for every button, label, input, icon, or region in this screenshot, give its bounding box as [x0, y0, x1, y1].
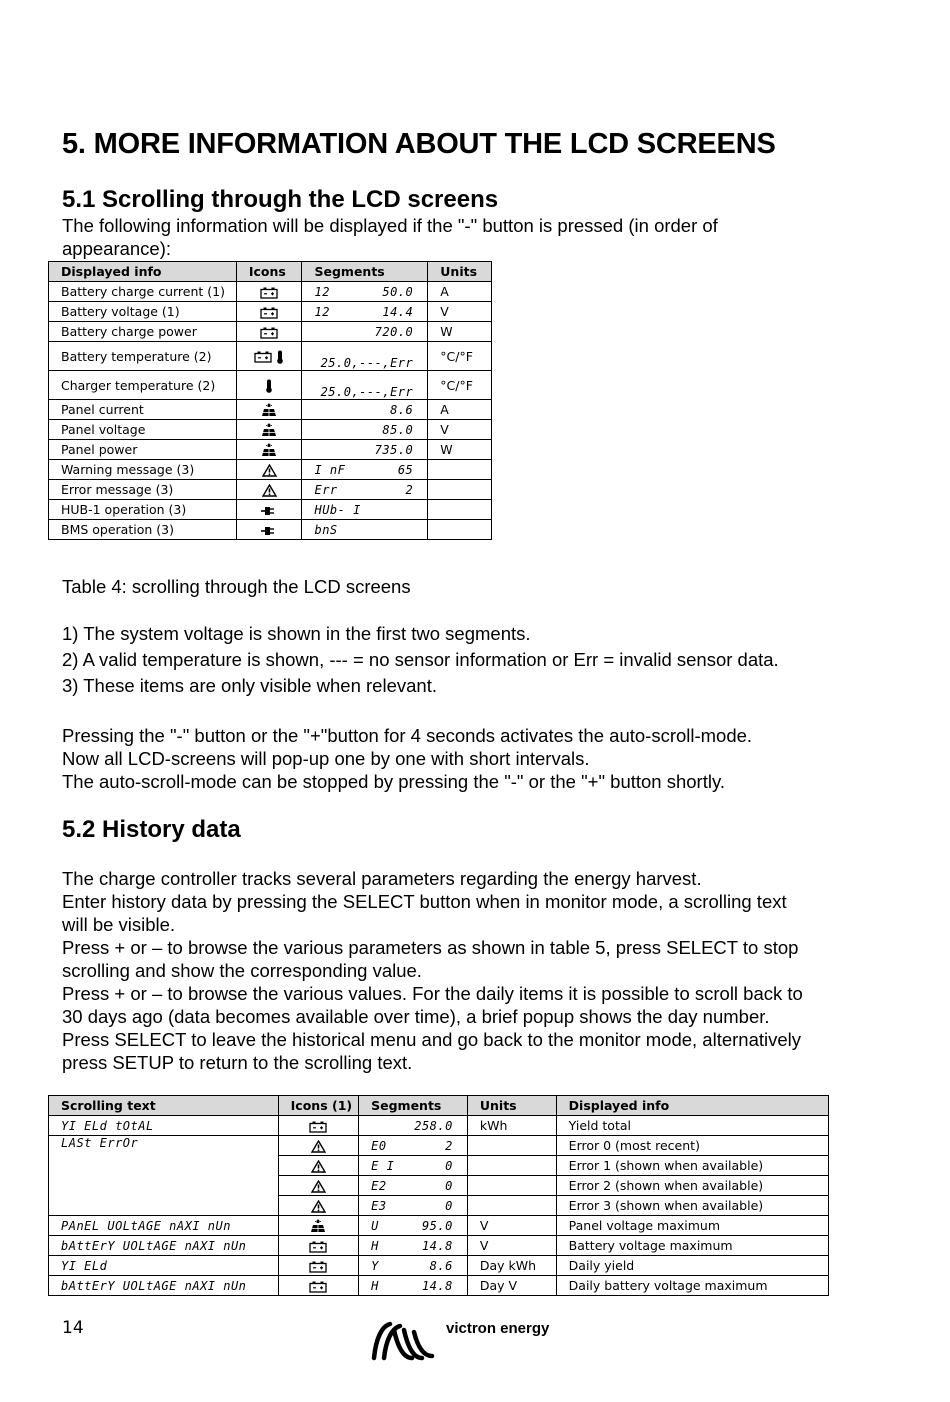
table-row — [49, 460, 492, 480]
paragraph-line: Press + or – to browse the various values. For the daily items it is possible to scroll back to — [62, 983, 803, 1004]
scrolling-text-cell: YI ELd — [49, 1256, 279, 1276]
segment-left: E I — [371, 1158, 395, 1173]
icons-cell — [278, 1276, 358, 1296]
segments-cell — [359, 1176, 468, 1196]
segments-cell — [359, 1116, 468, 1136]
segment-left: H — [371, 1278, 379, 1293]
battery-icon — [309, 1258, 327, 1273]
segment-right: 25.0,---,Err — [320, 356, 414, 370]
segment-right: 2 — [405, 482, 414, 497]
displayed-info-cell: Daily battery voltage maximum — [556, 1276, 828, 1296]
victron-logo — [368, 1318, 568, 1366]
scrolling-text-cell: LASt ErrOr — [49, 1136, 279, 1216]
icons-cell — [236, 500, 302, 520]
paragraph-line: Press + or – to browse the various parameters as shown in table 5, press SELECT to stop — [62, 937, 799, 958]
battery-icon — [309, 1118, 327, 1133]
segments-cell — [359, 1256, 468, 1276]
table-header-row — [49, 1096, 829, 1116]
segments-cell — [302, 282, 428, 302]
segments-cell — [359, 1236, 468, 1256]
segment-right: 0 — [445, 1158, 453, 1173]
solar-panel-icon — [261, 422, 277, 437]
units-cell: V — [467, 1216, 556, 1236]
segments-cell — [302, 480, 428, 500]
plug-icon — [260, 502, 278, 517]
segment-left: 12 — [314, 284, 330, 299]
displayed-info-cell: Error message (3) — [49, 480, 237, 500]
table-row — [49, 322, 492, 342]
segment-left: bnS — [314, 522, 338, 537]
displayed-info-cell: Panel power — [49, 440, 237, 460]
warning-icon — [311, 1158, 326, 1173]
displayed-info-cell: Battery voltage (1) — [49, 302, 237, 322]
segment-left: H — [371, 1238, 379, 1253]
note-item: 2) A valid temperature is shown, --- = no sensor information or Err = invalid sensor data. — [62, 649, 779, 670]
displayed-info-cell: Panel voltage — [49, 420, 237, 440]
section-intro — [62, 214, 718, 260]
table-header-row — [49, 262, 492, 282]
icons-cell — [236, 440, 302, 460]
icons-cell — [236, 520, 302, 540]
table-caption: Table 4: scrolling through the LCD screens — [62, 576, 411, 597]
column-header: Icons — [236, 262, 302, 282]
segment-left: HUb- I — [314, 502, 361, 517]
segments-cell — [302, 500, 428, 520]
paragraph-line: 30 days ago (data becomes available over time), a brief popup shows the day number. — [62, 1006, 770, 1027]
segments-cell — [302, 440, 428, 460]
displayed-info-cell: Error 0 (most recent) — [556, 1136, 828, 1156]
displayed-info-cell: Error 3 (shown when available) — [556, 1196, 828, 1216]
table-row — [49, 500, 492, 520]
battery-icon — [260, 304, 278, 319]
segments-cell — [359, 1216, 468, 1236]
paragraph-line: will be visible. — [62, 914, 176, 935]
segments-cell — [302, 342, 428, 371]
displayed-info-cell: Battery voltage maximum — [556, 1236, 828, 1256]
column-header: Segments — [359, 1096, 468, 1116]
victron-logo-icon — [368, 1318, 440, 1364]
brand-name: victron energy — [446, 1320, 550, 1337]
icons-cell — [278, 1156, 358, 1176]
history-paragraph — [62, 867, 803, 1074]
segment-left: E2 — [371, 1178, 387, 1193]
icons-cell — [278, 1136, 358, 1156]
segments-cell — [302, 371, 428, 400]
units-cell: kWh — [467, 1116, 556, 1136]
battery-icon — [309, 1278, 327, 1293]
segment-right: 8.6 — [390, 402, 414, 417]
segment-right: 8.6 — [429, 1258, 453, 1273]
units-cell — [467, 1196, 556, 1216]
warning-icon — [262, 462, 277, 477]
solar-panel-icon — [261, 442, 277, 457]
segment-right: 14.8 — [421, 1238, 453, 1253]
segment-right: 25.0,---,Err — [320, 385, 414, 399]
segment-right: 258.0 — [414, 1118, 453, 1133]
scrolling-text-cell: bAttErY UOLtAGE nAXI nUn — [49, 1276, 279, 1296]
units-cell — [428, 460, 492, 480]
displayed-info-cell: Panel voltage maximum — [556, 1216, 828, 1236]
units-cell: Day V — [467, 1276, 556, 1296]
units-cell: °C/°F — [428, 342, 492, 371]
segment-right: 0 — [445, 1178, 453, 1193]
segment-right: 14.4 — [382, 304, 414, 319]
segment-right: 14.8 — [421, 1278, 453, 1293]
units-cell — [467, 1176, 556, 1196]
battery-icon — [254, 348, 272, 363]
paragraph-line: The auto-scroll-mode can be stopped by pressing the "-" or the "+" button shortly. — [62, 771, 725, 792]
paragraph-line: Enter history data by pressing the SELECT button when in monitor mode, a scrolling text — [62, 891, 787, 912]
segments-cell — [302, 520, 428, 540]
table-row — [49, 1236, 829, 1256]
paragraph-line: Pressing the "-" button or the "+"button for 4 seconds activates the auto-scroll-mode. — [62, 725, 753, 746]
column-header: Displayed info — [49, 262, 237, 282]
table-row — [49, 1256, 829, 1276]
segment-left: I nF — [314, 462, 346, 477]
solar-panel-icon — [310, 1218, 326, 1233]
table-row — [49, 342, 492, 371]
scrolling-text-cell: PAnEL UOLtAGE nAXI nUn — [49, 1216, 279, 1236]
segments-cell — [359, 1196, 468, 1216]
table-row — [49, 1116, 829, 1136]
units-cell — [467, 1156, 556, 1176]
table-row — [49, 302, 492, 322]
icons-cell — [236, 400, 302, 420]
units-cell: Day kWh — [467, 1256, 556, 1276]
segments-cell — [302, 400, 428, 420]
icons-cell — [278, 1196, 358, 1216]
column-header: Scrolling text — [49, 1096, 279, 1116]
autoscroll-paragraph — [62, 724, 752, 793]
scrolling-text-cell: YI ELd tOtAL — [49, 1116, 279, 1136]
table-row — [49, 520, 492, 540]
units-cell — [428, 520, 492, 540]
column-header: Icons (1) — [278, 1096, 358, 1116]
displayed-info-cell: Daily yield — [556, 1256, 828, 1276]
displayed-info-cell: Error 2 (shown when available) — [556, 1176, 828, 1196]
displayed-info-cell: Panel current — [49, 400, 237, 420]
units-cell: V — [467, 1236, 556, 1256]
warning-icon — [311, 1138, 326, 1153]
icons-cell — [278, 1216, 358, 1236]
segments-cell — [302, 322, 428, 342]
warning-icon — [262, 482, 277, 497]
units-cell — [428, 500, 492, 520]
paragraph-line: The charge controller tracks several parameters regarding the energy harvest. — [62, 868, 702, 889]
column-header: Units — [428, 262, 492, 282]
segments-cell — [359, 1136, 468, 1156]
units-cell: A — [428, 282, 492, 302]
notes — [62, 621, 779, 699]
icons-cell — [278, 1256, 358, 1276]
segments-cell — [359, 1156, 468, 1176]
paragraph-line: press SETUP to return to the scrolling text. — [62, 1052, 413, 1073]
displayed-info-cell: Warning message (3) — [49, 460, 237, 480]
units-cell: V — [428, 420, 492, 440]
segments-cell — [302, 460, 428, 480]
segment-left: 12 — [314, 304, 330, 319]
segment-left: E3 — [371, 1198, 387, 1213]
warning-icon — [311, 1198, 326, 1213]
icons-cell — [236, 371, 302, 400]
segment-right: 2 — [445, 1138, 453, 1153]
units-cell — [428, 480, 492, 500]
segment-right: 95.0 — [421, 1218, 453, 1233]
page-title: 5. MORE INFORMATION ABOUT THE LCD SCREENS — [62, 128, 776, 160]
column-header: Segments — [302, 262, 428, 282]
units-cell: A — [428, 400, 492, 420]
battery-icon — [260, 284, 278, 299]
table-row — [49, 282, 492, 302]
icons-cell — [236, 342, 302, 371]
icons-cell — [278, 1176, 358, 1196]
units-cell: °C/°F — [428, 371, 492, 400]
displayed-info-cell: Charger temperature (2) — [49, 371, 237, 400]
table-row — [49, 400, 492, 420]
icons-cell — [278, 1116, 358, 1136]
table-row — [49, 1216, 829, 1236]
warning-icon — [311, 1178, 326, 1193]
section-title-scrolling: 5.1 Scrolling through the LCD screens — [62, 186, 499, 213]
segment-left: Err — [314, 482, 338, 497]
segment-right: 85.0 — [382, 422, 414, 437]
units-cell: W — [428, 322, 492, 342]
icons-cell — [236, 460, 302, 480]
icons-cell — [236, 420, 302, 440]
history-data-table — [48, 1095, 829, 1296]
table-row — [49, 371, 492, 400]
table-row — [49, 1276, 829, 1296]
intro-line: The following information will be displayed if the "-" button is pressed (in order of — [62, 215, 718, 236]
displayed-info-cell: Battery charge power — [49, 322, 237, 342]
battery-icon — [309, 1238, 327, 1253]
intro-line: appearance): — [62, 238, 172, 259]
segment-left: E0 — [371, 1138, 387, 1153]
scrolling-text-cell: bAttErY UOLtAGE nAXI nUn — [49, 1236, 279, 1256]
segments-cell — [359, 1276, 468, 1296]
segment-right: 735.0 — [374, 442, 414, 457]
icons-cell — [236, 302, 302, 322]
displayed-info-cell: Yield total — [556, 1116, 828, 1136]
segments-cell — [302, 420, 428, 440]
segments-cell — [302, 302, 428, 322]
units-cell: V — [428, 302, 492, 322]
note-item: 3) These items are only visible when relevant. — [62, 675, 437, 696]
displayed-info-cell: HUB-1 operation (3) — [49, 500, 237, 520]
icons-cell — [236, 282, 302, 302]
segment-right: 720.0 — [374, 324, 414, 339]
segment-right: 65 — [397, 462, 414, 477]
table-row — [49, 420, 492, 440]
page-number: 14 — [62, 1318, 84, 1338]
lcd-screens-table — [48, 261, 492, 540]
paragraph-line: scrolling and show the corresponding value. — [62, 960, 422, 981]
battery-icon — [260, 324, 278, 339]
paragraph-line: Press SELECT to leave the historical menu and go back to the monitor mode, alternatively — [62, 1029, 802, 1050]
icons-cell — [236, 322, 302, 342]
icons-cell — [278, 1236, 358, 1256]
table-row — [49, 440, 492, 460]
column-header: Displayed info — [556, 1096, 828, 1116]
segment-left: U — [371, 1218, 379, 1233]
table-row — [49, 1136, 829, 1156]
column-header: Units — [467, 1096, 556, 1116]
segment-left: Y — [371, 1258, 379, 1273]
segment-right: 0 — [445, 1198, 453, 1213]
displayed-info-cell: Error 1 (shown when available) — [556, 1156, 828, 1176]
displayed-info-cell: Battery charge current (1) — [49, 282, 237, 302]
units-cell: W — [428, 440, 492, 460]
icons-cell — [236, 480, 302, 500]
thermometer-icon — [265, 377, 273, 392]
thermometer-icon — [276, 348, 284, 363]
section-title-history: 5.2 History data — [62, 816, 241, 843]
solar-panel-icon — [261, 402, 277, 417]
units-cell — [467, 1136, 556, 1156]
displayed-info-cell: BMS operation (3) — [49, 520, 237, 540]
segment-right: 50.0 — [382, 284, 414, 299]
displayed-info-cell: Battery temperature (2) — [49, 342, 237, 371]
note-item: 1) The system voltage is shown in the first two segments. — [62, 623, 531, 644]
plug-icon — [260, 522, 278, 537]
table-row — [49, 480, 492, 500]
paragraph-line: Now all LCD-screens will pop-up one by one with short intervals. — [62, 748, 590, 769]
